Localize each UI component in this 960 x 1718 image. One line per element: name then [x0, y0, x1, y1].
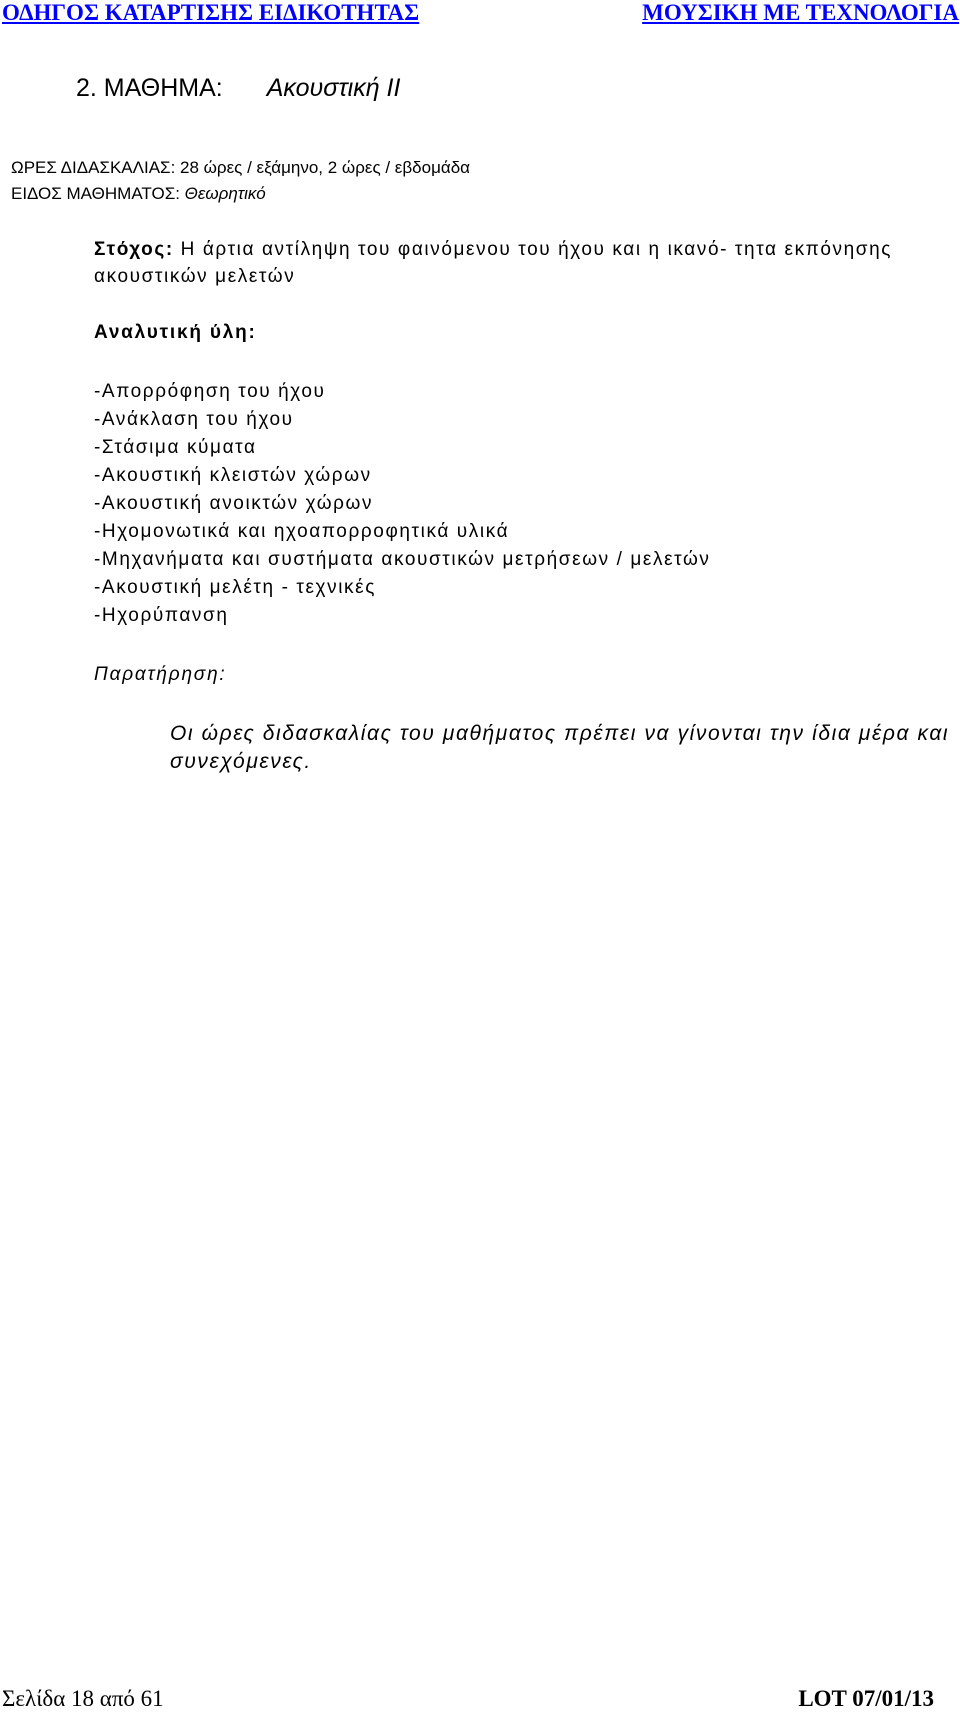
- goal-label: Στόχος:: [94, 239, 174, 260]
- list-item: -Στάσιμα κύματα: [94, 437, 257, 458]
- page-footer: [0, 1686, 960, 1716]
- header-specialty-title: ΜΟΥΣΙΚΗ ΜΕ ΤΕΧΝΟΛΟΓΙΑ: [642, 0, 959, 25]
- footer-document-code: LOT 07/01/13: [798, 1686, 934, 1711]
- lesson-name: Ακουστική ΙΙ: [266, 74, 401, 102]
- lesson-type-value: Θεωρητικό: [184, 184, 266, 203]
- list-item: -Μηχανήματα και συστήματα ακουστικών μετρήσεων / μελετών: [94, 549, 711, 570]
- syllabus-list: [94, 378, 711, 630]
- list-item: -Ηχομονωτικά και ηχοαπορροφητικά υλικά: [94, 521, 510, 542]
- lesson-label: 2. ΜΑΘΗΜΑ:: [76, 74, 223, 102]
- goal-text: Η άρτια αντίληψη του φαινόμενου του ήχου και η ικανό- τητα εκπόνησης ακουστικών μελετών: [94, 239, 893, 287]
- footer-page-number: Σελίδα 18 από 61: [2, 1686, 164, 1711]
- list-item: -Ανάκλαση του ήχου: [94, 409, 294, 430]
- note-text: Οι ώρες διδασκαλίας του μαθήματος πρέπει να γίνονται την ίδια μέρα και συνεχόμενες.: [170, 722, 950, 773]
- goal-paragraph: [94, 236, 944, 290]
- syllabus-label: Αναλυτική ύλη:: [94, 322, 257, 343]
- lesson-title: [76, 74, 400, 103]
- page-header: [0, 0, 960, 30]
- list-item: -Ακουστική μελέτη - τεχνικές: [94, 577, 376, 598]
- list-item: -Ακουστική κλειστών χώρων: [94, 465, 372, 486]
- list-item: -Ακουστική ανοικτών χώρων: [94, 493, 374, 514]
- list-item: -Ηχορύπανση: [94, 605, 229, 626]
- list-item: -Απορρόφηση του ήχου: [94, 381, 326, 402]
- header-guide-title: ΟΔΗΓΟΣ ΚΑΤΑΡΤΙΣΗΣ ΕΙΔΙΚΟΤΗΤΑΣ: [2, 0, 420, 25]
- lesson-type-label: ΕΙΔΟΣ ΜΑΘΗΜΑΤΟΣ:: [11, 184, 180, 203]
- lesson-type: [11, 184, 266, 204]
- note-label: Παρατήρηση:: [94, 664, 227, 685]
- teaching-hours: ΩΡΕΣ ΔΙΔΑΣΚΑΛΙΑΣ: 28 ώρες / εξάμηνο, 2 ώρες / εβδομάδα: [11, 158, 470, 177]
